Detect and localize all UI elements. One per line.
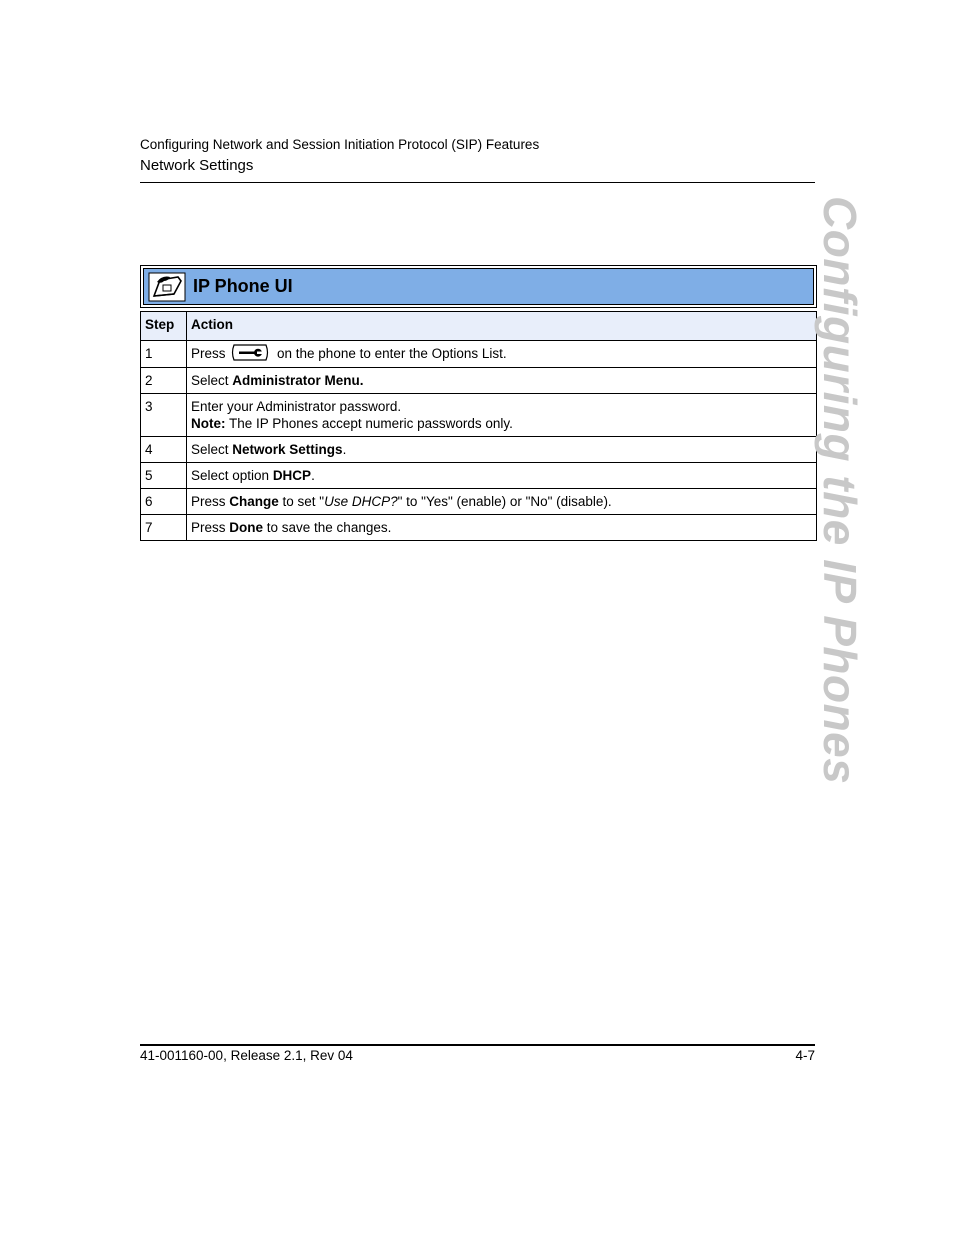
table-row xyxy=(141,393,817,436)
step-note xyxy=(191,415,812,432)
desk-phone-icon xyxy=(148,272,186,302)
step-action xyxy=(187,488,817,514)
panel-title-frame xyxy=(140,265,817,308)
action-text: Press xyxy=(191,346,230,361)
step-number: 2 xyxy=(141,367,187,393)
header-rule xyxy=(140,182,815,183)
action-text: " to "Yes" (enable) or "No" (disable). xyxy=(397,493,612,509)
step-number: 3 xyxy=(141,393,187,436)
panel-title-bar xyxy=(143,268,814,305)
table-row xyxy=(141,341,817,368)
action-text: to set " xyxy=(278,493,325,509)
step-number: 1 xyxy=(141,341,187,368)
column-header-action: Action xyxy=(187,312,817,341)
note-label: Note: xyxy=(191,415,226,431)
step-number: 5 xyxy=(141,462,187,488)
step-action xyxy=(187,393,817,436)
step-action xyxy=(187,462,817,488)
action-italic: Use DHCP? xyxy=(324,493,398,509)
footer-rule xyxy=(140,1044,815,1046)
note-text: The IP Phones accept numeric passwords only. xyxy=(225,415,513,431)
action-text: . xyxy=(342,441,347,457)
step-number: 6 xyxy=(141,488,187,514)
side-tab-text: Configuring the IP Phones xyxy=(814,195,866,785)
page-footer xyxy=(140,1048,815,1063)
column-header-step: Step xyxy=(141,312,187,341)
table-header-row xyxy=(141,312,817,341)
chapter-side-tab xyxy=(810,195,870,785)
action-text: Select xyxy=(191,441,233,457)
action-text: to save the changes. xyxy=(263,519,392,535)
chapter-title: Configuring Network and Session Initiation Protocol (SIP) Features xyxy=(140,137,540,152)
page-number: 4-7 xyxy=(795,1048,815,1063)
ip-phone-ui-panel xyxy=(140,265,817,541)
table-row xyxy=(141,436,817,462)
action-emphasis: Administrator Menu. xyxy=(232,372,364,388)
action-text: Press xyxy=(191,519,230,535)
action-text: Press xyxy=(191,493,230,509)
table-row xyxy=(141,462,817,488)
action-text: Enter your Administrator password. xyxy=(191,398,402,414)
section-title: Network Settings xyxy=(140,157,254,174)
document-id: 41-001160-00, Release 2.1, Rev 04 xyxy=(140,1048,353,1063)
panel-title: IP Phone UI xyxy=(193,276,293,296)
step-number: 7 xyxy=(141,514,187,540)
action-emphasis: DHCP xyxy=(272,467,312,483)
step-action xyxy=(187,341,817,368)
steps-table xyxy=(140,311,817,541)
action-text: Select option xyxy=(191,467,273,483)
action-text: . xyxy=(311,467,315,483)
action-emphasis: Change xyxy=(229,493,279,509)
step-number: 4 xyxy=(141,436,187,462)
action-text: Select xyxy=(191,372,233,388)
step-action xyxy=(187,436,817,462)
table-row xyxy=(141,514,817,540)
table-row xyxy=(141,367,817,393)
step-action xyxy=(187,514,817,540)
running-header xyxy=(140,137,815,175)
action-text: on the phone to enter the Options List. xyxy=(273,346,507,361)
step-action xyxy=(187,367,817,393)
table-row xyxy=(141,488,817,514)
action-emphasis: Done xyxy=(229,519,264,535)
options-key-icon xyxy=(231,344,269,361)
action-emphasis: Network Settings xyxy=(232,441,343,457)
